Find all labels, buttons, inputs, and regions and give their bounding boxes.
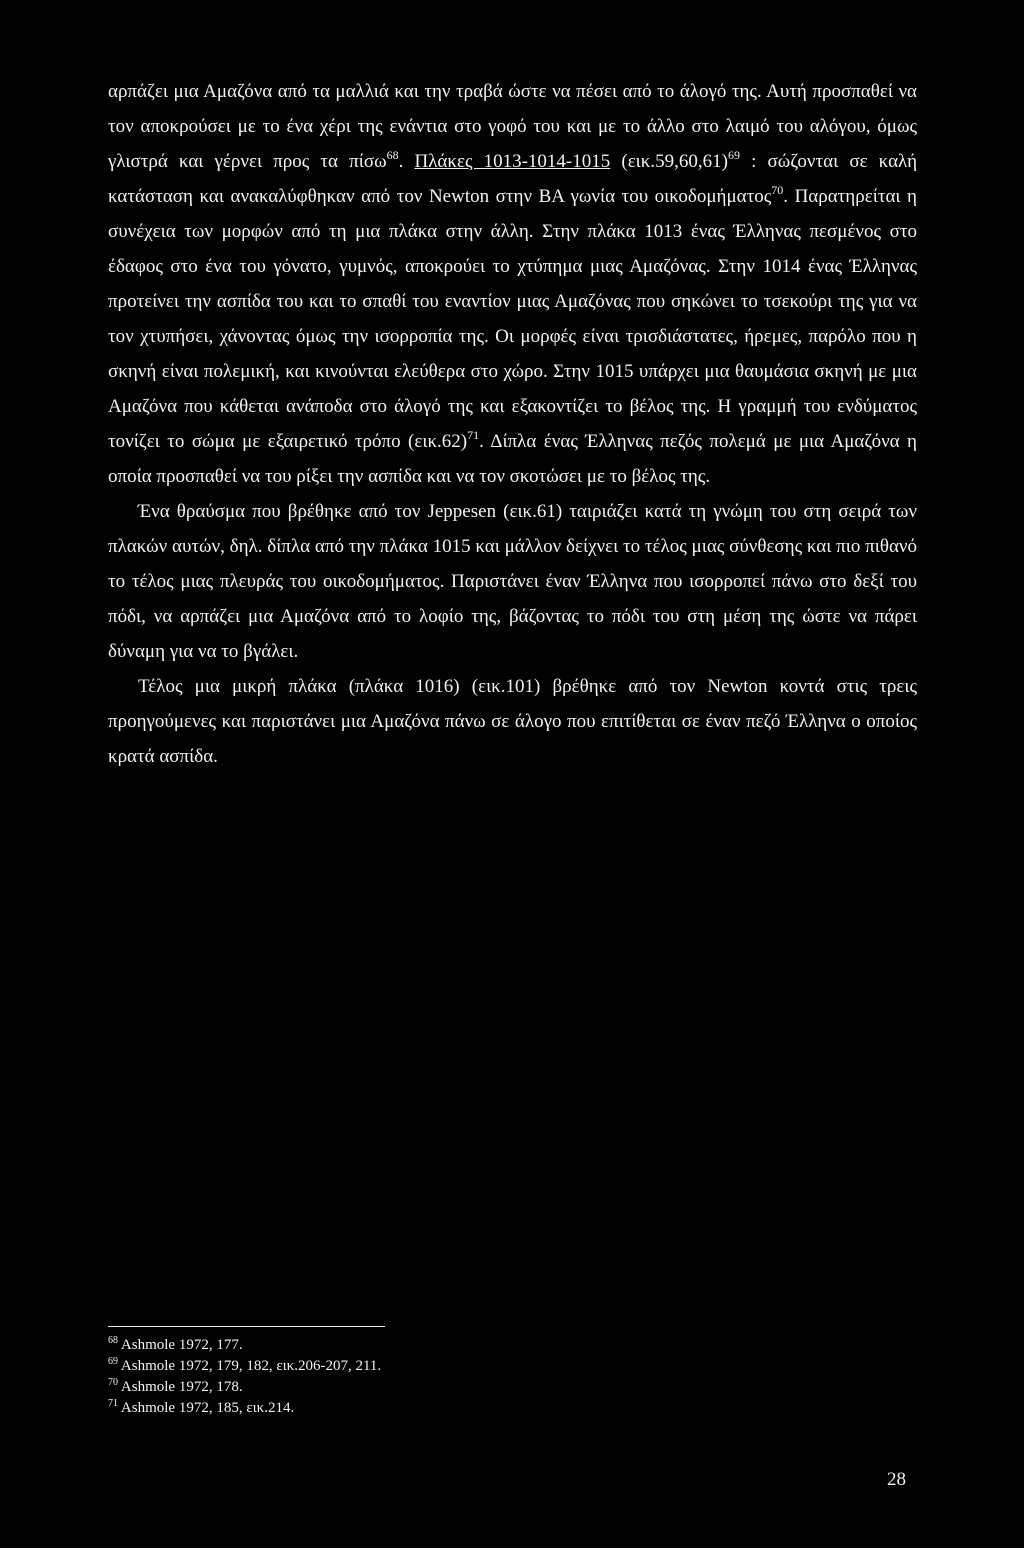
page-number: 28	[887, 1469, 906, 1490]
footnote-text: Ashmole 1972, 178.	[118, 1379, 243, 1395]
footnote-text: Ashmole 1972, 179, 182, εικ.206-207, 211.	[118, 1358, 382, 1374]
footnotes	[108, 1335, 708, 1419]
footnote-ref-70[interactable]: 70	[771, 183, 784, 197]
footnote-68	[108, 1335, 708, 1356]
footnote-number: 68	[108, 1335, 118, 1346]
body-text	[108, 74, 917, 774]
footnote-ref-69[interactable]: 69	[727, 148, 740, 162]
paragraph-text: (εικ.59,60,61)	[610, 151, 728, 172]
paragraph-text: . Παρατηρείται η συνέχεια των μορφών από τη μια πλάκα στην άλλη. Στην πλάκα 1013 ένας Έλληνας πεσμένος στο έδαφος στο ένα του γόνατο, γυμνός, αποκρούει το χτύπημα μιας Αμαζόνας. Στην 1014 ένας Έλληνας προτείνει την ασπίδα του και το σπαθί του εναντίον μιας Αμαζόνας που σηκώνει το τσεκούρι της για να τον χτυπήσει, χάνοντας όμως την ισορροπία της. Οι μορφές είναι τρισδιάστατες, ήρεμες, παρόλο που η σκηνή είναι πολεμική, και κινούνται ελεύθερα στο χώρο. Στην 1015 υπάρχει μια θαυμάσια σκηνή με μια Αμαζόνα που κάθεται ανάποδα στο άλογό της και εξακοντίζει το βέλος της. Η γραμμή του ενδύματος τονίζει το σώμα με εξαιρετικό τρόπο (εικ.62)	[108, 186, 917, 452]
footnote-71	[108, 1398, 708, 1419]
footnote-69	[108, 1356, 708, 1377]
footnote-number: 69	[108, 1356, 118, 1367]
paragraph-3: Τέλος μια μικρή πλάκα (πλάκα 1016) (εικ.101) βρέθηκε από τον Newton κοντά στις τρεις προηγούμενες και παριστάνει μια Αμαζόνα πάνω σε άλογο που επιτίθεται σε έναν πεζό Έλληνα ο οποίος κρατά ασπίδα.	[108, 676, 917, 767]
paragraph-text: . Δίπλα ένας Έλληνας πεζός πολεμά με μια Αμαζόνα η οποία προσπαθεί να του ρίξει την ασπίδα και να τον σκοτώσει με το βέλος της.	[108, 431, 917, 487]
paragraph-text: : σώζονται σε καλή κατάσταση και ανακαλύφθηκαν από τον Newton στην ΒΑ γωνία του οικοδομήματος	[108, 151, 918, 207]
footnote-separator	[108, 1326, 385, 1327]
paragraph-1	[108, 74, 917, 494]
footnote-number: 71	[108, 1398, 118, 1409]
paragraph-text: .	[398, 151, 415, 172]
footnote-text: Ashmole 1972, 185, εικ.214.	[118, 1400, 295, 1416]
footnote-ref-71[interactable]: 71	[467, 428, 480, 442]
footnote-70	[108, 1377, 708, 1398]
paragraph-2: Ένα θραύσμα που βρέθηκε από τον Jeppesen (εικ.61) ταιριάζει κατά τη γνώμη του στη σειρά των πλακών αυτών, δηλ. δίπλα από την πλάκα 1015 και μάλλον δείχνει το τέλος μιας σύνθεσης και πιο πιθανό το τέλος μιας πλευράς του οικοδομήματος. Παριστάνει έναν Έλληνα που ισορροπεί πάνω στο δεξί του πόδι, να αρπάζει μια Αμαζόνα από το λοφίο της, βάζοντας το πόδι του στη μέση της ώστε να πάρει δύναμη για να το βγάλει.	[108, 501, 917, 662]
footnote-number: 70	[108, 1377, 118, 1388]
paragraph-text: αρπάζει μια Αμαζόνα από τα μαλλιά και την τραβά ώστε να πέσει από το άλογό της. Αυτή προσπαθεί να τον αποκρούσει με το ένα χέρι της ενάντια στο γοφό του και με το άλλο στο λαιμό του αλόγου, όμως γλιστρά και γέρνει προς τα πίσω	[108, 81, 917, 172]
plates-heading: Πλάκες 1013-1014-1015	[414, 151, 611, 172]
footnote-ref-68[interactable]: 68	[386, 148, 399, 162]
footnote-text: Ashmole 1972, 177.	[118, 1337, 243, 1353]
